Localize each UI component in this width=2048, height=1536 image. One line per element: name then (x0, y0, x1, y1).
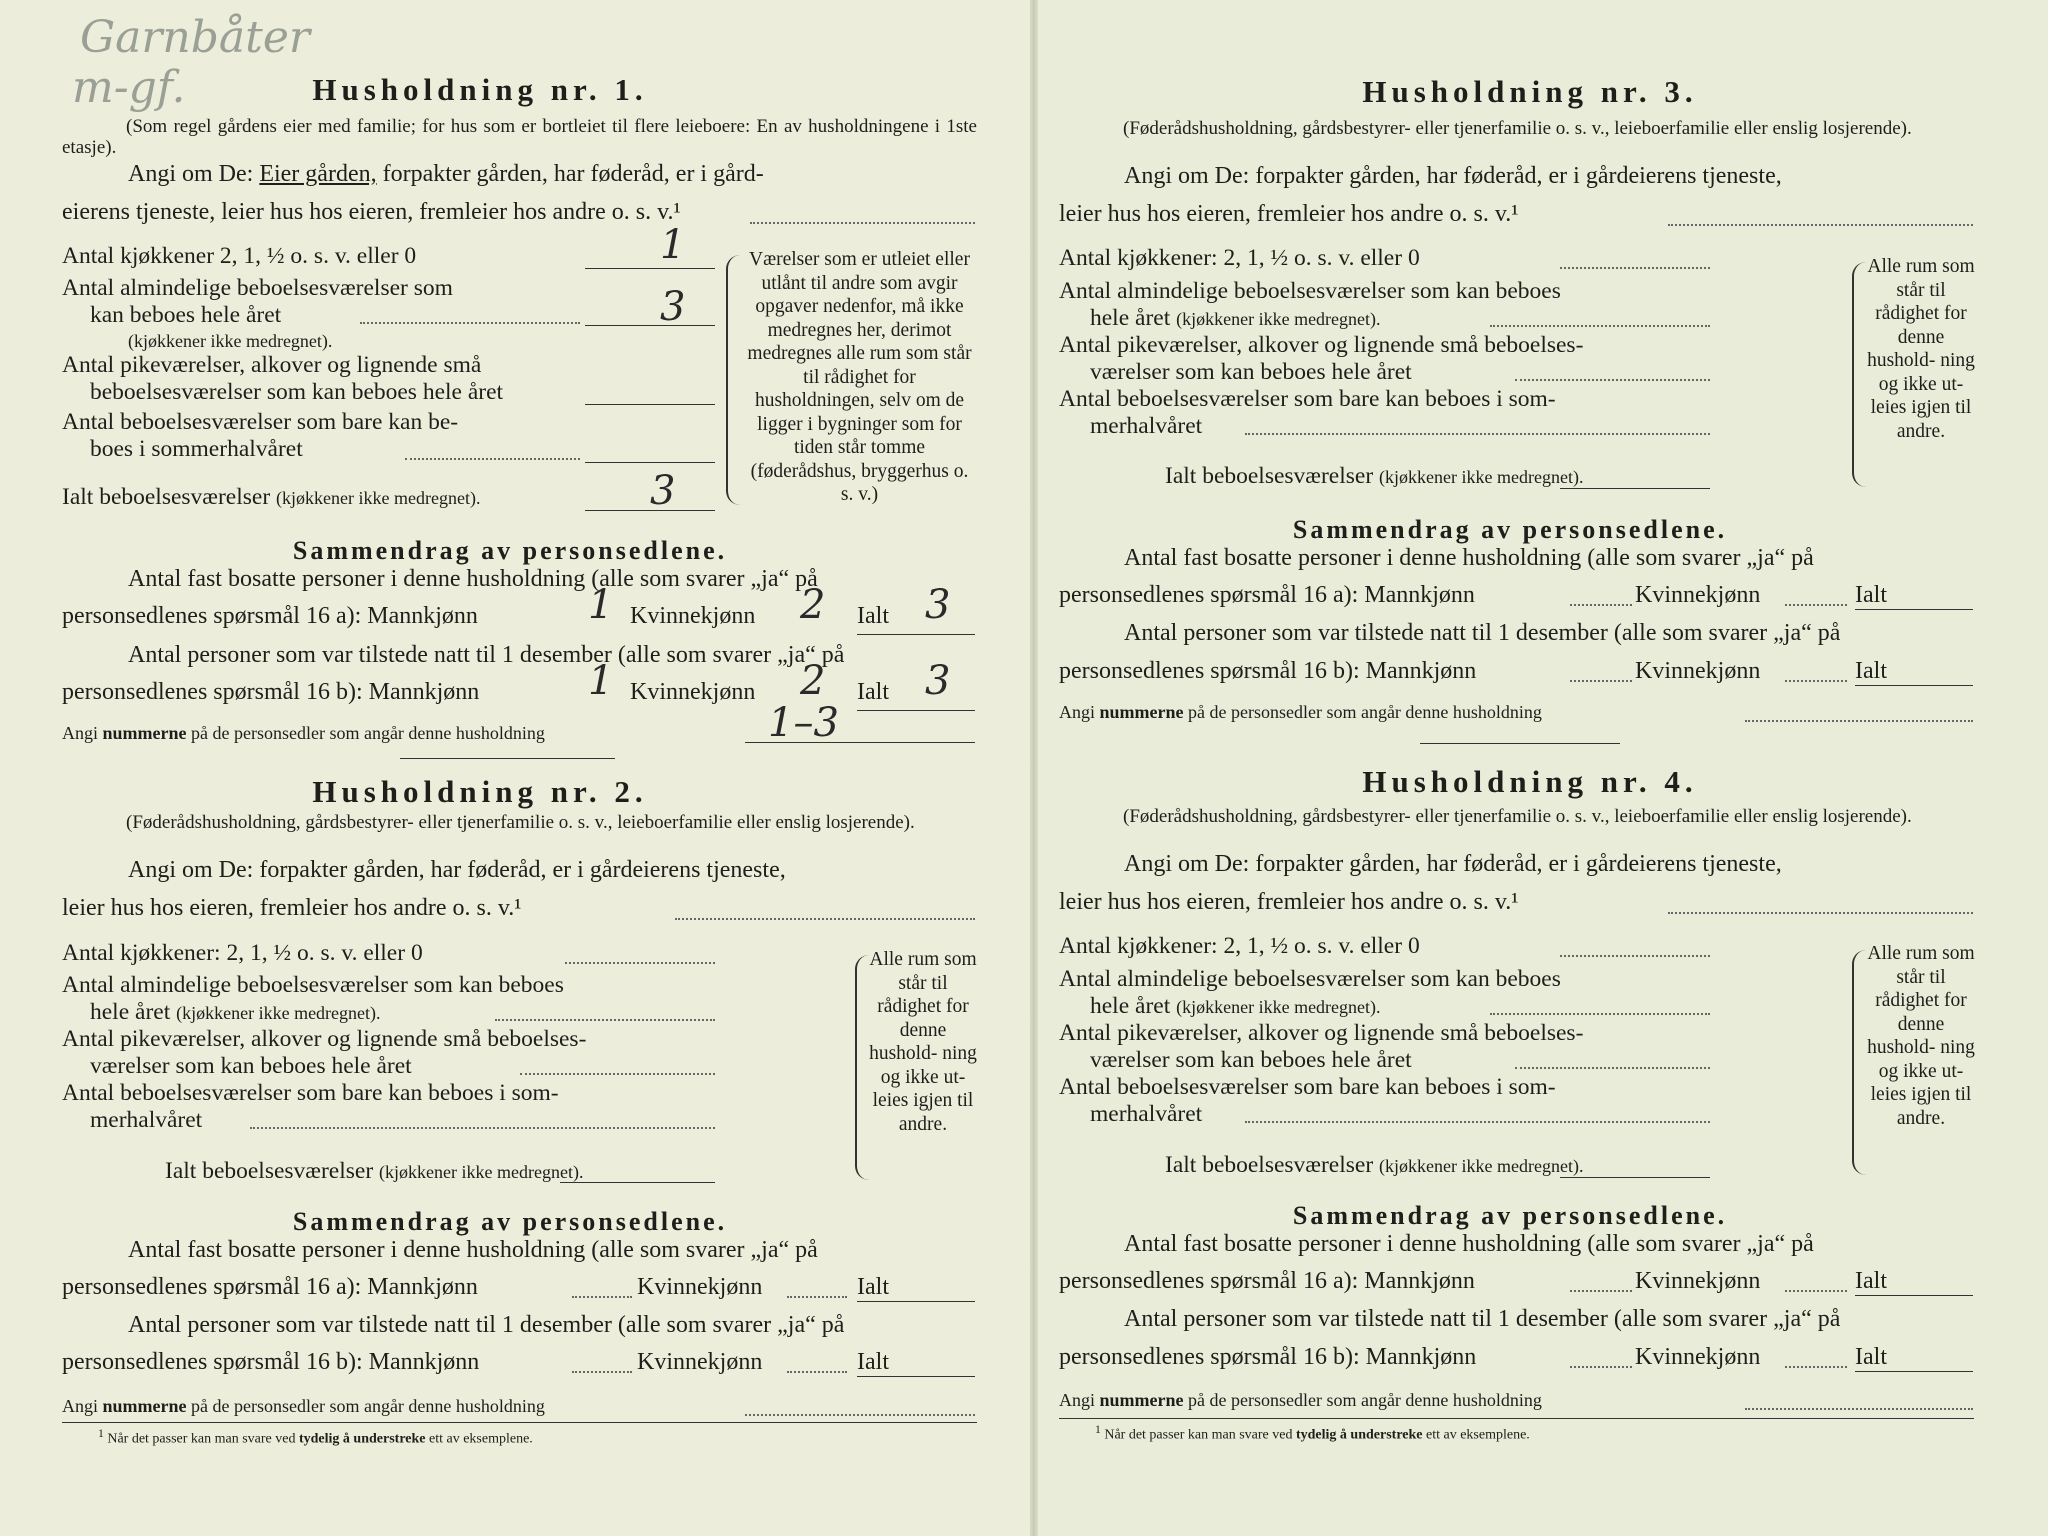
h3-fast-line1: Antal fast bosatte personer i denne husholdning (alle som svarer „ja“ på (1124, 545, 1814, 571)
h1-alm-3: (kjøkkener ikke medregnet). (128, 331, 333, 351)
h4-angi-nummerne: Angi nummerne på de personsedler som angår denne husholdning (1059, 1390, 1542, 1410)
h1-summary-title: Sammendrag av personsedlene. (292, 536, 728, 565)
h4-fast-line2: personsedlenes spørsmål 16 a): Mannkjønn (1059, 1268, 1475, 1294)
h1-fast-kvinne-value: 2 (800, 582, 826, 628)
h4-alm-1: Antal almindelige beboelsesværelser som kan beboes (1059, 966, 1561, 992)
h2-sommer-1: Antal beboelsesværelser som bare kan beboes i som- (62, 1080, 559, 1106)
household-3-title: Husholdning nr. 3. (1362, 74, 1698, 109)
h1-ialt-row: Ialt beboelsesværelser (kjøkkener ikke medregnet). (62, 484, 481, 510)
h1-fast-line1: Antal fast bosatte personer i denne husholdning (alle som svarer „ja“ på (128, 566, 818, 592)
household-2-intro: (Føderådshusholdning, gårdsbestyrer- eller tjenerfamilie o. s. v., leieboerfamilie eller enslig losjerende). (126, 812, 915, 833)
h4-angi-line2: leier hus hos eieren, fremleier hos andre o. s. v.¹ (1059, 889, 1519, 915)
household-2-title: Husholdning nr. 2. (312, 774, 648, 809)
h3-tilst-line2: personsedlenes spørsmål 16 b): Mannkjønn (1059, 658, 1477, 684)
h1-tilst-line1: Antal personer som var tilstede natt til 1 desember (alle som svarer „ja“ på (128, 642, 845, 668)
h2-angi-line2: leier hus hos eieren, fremleier hos andre o. s. v.¹ (62, 895, 522, 921)
h3-pike-2: værelser som kan beboes hele året (1090, 359, 1412, 385)
h3-alm-2: hele året (kjøkkener ikke medregnet). (1090, 305, 1381, 331)
h1-fast-ialt-value: 3 (925, 582, 951, 628)
page-fold (1030, 0, 1038, 1536)
h2-pike-1: Antal pikeværelser, alkover og lignende små beboelses- (62, 1026, 587, 1052)
h1-sommer-1: Antal beboelsesværelser som bare kan be- (62, 409, 459, 435)
h4-ialt-row: Ialt beboelsesværelser (kjøkkener ikke medregnet). (1165, 1152, 1584, 1178)
household-1-angi-line1: Angi om De: Eier gården, forpakter gården, har føderåd, er i gård- (128, 161, 764, 187)
h3-kjokkener: Antal kjøkkener: 2, 1, ½ o. s. v. eller 0 (1059, 245, 1420, 271)
h1-sommer-2: boes i sommerhalvåret (90, 436, 303, 462)
h1-tilst-ialt-value: 3 (925, 658, 951, 704)
h3-tilst-line1: Antal personer som var tilstede natt til 1 desember (alle som svarer „ja“ på (1124, 620, 1841, 646)
h2-alm-1: Antal almindelige beboelsesværelser som kan beboes (62, 972, 564, 998)
h3-ialt-row: Ialt beboelsesværelser (kjøkkener ikke medregnet). (1165, 463, 1584, 489)
h3-angi-line2: leier hus hos eieren, fremleier hos andre o. s. v.¹ (1059, 201, 1519, 227)
h4-tilst-line1: Antal personer som var tilstede natt til 1 desember (alle som svarer „ja“ på (1124, 1306, 1841, 1332)
household-1-angi-line2: eierens tjeneste, leier hus hos eieren, fremleier hos andre o. s. v.¹ (62, 199, 681, 225)
h2-sommer-2: merhalvåret (90, 1107, 203, 1133)
h1-pike-2: beboelsesværelser som kan beboes hele året (90, 379, 504, 405)
h4-alm-2: hele året (kjøkkener ikke medregnet). (1090, 993, 1381, 1019)
h4-tilst-line2: personsedlenes spørsmål 16 b): Mannkjønn (1059, 1344, 1477, 1370)
h3-summary-title: Sammendrag av personsedlene. (1292, 515, 1728, 544)
h1-fast-mann-value: 1 (588, 582, 614, 628)
household-1-title: Husholdning nr. 1. (312, 72, 648, 107)
margin-note-line2: m-gf. (72, 62, 186, 113)
h2-summary-title: Sammendrag av personsedlene. (292, 1207, 728, 1236)
h1-kjokkener-label: Antal kjøkkener 2, 1, ½ o. s. v. eller 0 (62, 243, 417, 269)
h4-sommer-2: merhalvåret (1090, 1101, 1203, 1127)
h3-angi-nummerne: Angi nummerne på de personsedler som angår denne husholdning (1059, 702, 1542, 722)
h1-side-note: Værelser som er utleiet eller utlånt til andre som avgir opgaver nedenfor, må ikke medregnes her, derimot medregnes alle rum som står til rådighet for husholdningen, selv om de ligger i bygninger som for tiden står tomme (føderådshus, bryggerhus o. s. v.) (747, 249, 972, 505)
h1-ialt-value: 3 (650, 468, 676, 514)
h4-pike-1: Antal pikeværelser, alkover og lignende små beboelses- (1059, 1020, 1584, 1046)
h3-angi-line1: Angi om De: forpakter gården, har føderåd, er i gårdeierens tjeneste, (1124, 163, 1782, 189)
h4-side-note: Alle rum som står til rådighet for denne hushold- ning og ikke ut- leies igjen til andre. (1867, 943, 1975, 1129)
household-4-title: Husholdning nr. 4. (1362, 764, 1698, 799)
h3-fast-line2: personsedlenes spørsmål 16 a): Mannkjønn (1059, 582, 1475, 608)
household-1-intro: (Som regel gårdens eier med familie; for hus som er bortleiet til flere leieboere: En av husholdningene i 1ste etasje). (62, 116, 977, 158)
h2-fast-line1: Antal fast bosatte personer i denne husholdning (alle som svarer „ja“ på (128, 1237, 818, 1263)
h2-angi-line1: Angi om De: forpakter gården, har føderåd, er i gårdeierens tjeneste, (128, 857, 786, 883)
h1-alm-value: 3 (660, 284, 686, 330)
h1-separator (400, 758, 615, 759)
h2-tilst-line1: Antal personer som var tilstede natt til 1 desember (alle som svarer „ja“ på (128, 1312, 845, 1338)
h1-nummer-value: 1–3 (768, 700, 839, 746)
margin-note-line1: Garnbåter (80, 12, 310, 63)
h3-alm-1: Antal almindelige beboelsesværelser som kan beboes (1059, 278, 1561, 304)
footnote-left: $^1$ Når det passer kan man svare ved tydelig å understreke ett av eksemplene. (98, 1427, 533, 1447)
h1-pike-1: Antal pikeværelser, alkover og lignende små (62, 352, 482, 378)
h1-tilst-line2: personsedlenes spørsmål 16 b): Mannkjønn (62, 679, 480, 705)
h4-pike-2: værelser som kan beboes hele året (1090, 1047, 1412, 1073)
h2-fast-line2: personsedlenes spørsmål 16 a): Mannkjønn (62, 1274, 478, 1300)
h1-angi-nummerne: Angi nummerne på de personsedler som angår denne husholdning (62, 723, 545, 743)
h3-separator (1420, 743, 1620, 744)
h4-sommer-1: Antal beboelsesværelser som bare kan beboes i som- (1059, 1074, 1556, 1100)
eier-garden-underlined: Eier gården, (259, 161, 377, 187)
h4-fast-line1: Antal fast bosatte personer i denne husholdning (alle som svarer „ja“ på (1124, 1231, 1814, 1257)
h2-tilst-line2: personsedlenes spørsmål 16 b): Mannkjønn (62, 1349, 480, 1375)
h1-tilst-kvinne-value: 2 (800, 658, 826, 704)
h1-alm-2: kan beboes hele året (90, 302, 282, 328)
h2-alm-2: hele året (kjøkkener ikke medregnet). (90, 999, 381, 1025)
h2-side-note: Alle rum som står til rådighet for denne hushold- ning og ikke ut- leies igjen til andre. (869, 949, 977, 1135)
h3-sommer-2: merhalvåret (1090, 413, 1203, 439)
h1-brace (726, 255, 742, 505)
household-3-intro: (Føderådshusholdning, gårdsbestyrer- eller tjenerfamilie o. s. v., leieboerfamilie eller enslig losjerende). (1123, 118, 1912, 139)
household-4-intro: (Føderådshusholdning, gårdsbestyrer- eller tjenerfamilie o. s. v., leieboerfamilie eller enslig losjerende). (1123, 806, 1912, 827)
h1-fast-line2: personsedlenes spørsmål 16 a): Mannkjønn (62, 603, 478, 629)
h4-angi-line1: Angi om De: forpakter gården, har føderåd, er i gårdeierens tjeneste, (1124, 851, 1782, 877)
footnote-right: $^1$ Når det passer kan man svare ved tydelig å understreke ett av eksemplene. (1095, 1423, 1530, 1443)
h3-pike-1: Antal pikeværelser, alkover og lignende små beboelses- (1059, 332, 1584, 358)
h4-summary-title: Sammendrag av personsedlene. (1292, 1201, 1728, 1230)
h2-angi-nummerne: Angi nummerne på de personsedler som angår denne husholdning (62, 1396, 545, 1416)
h3-sommer-1: Antal beboelsesværelser som bare kan beboes i som- (1059, 386, 1556, 412)
h2-kjokkener: Antal kjøkkener: 2, 1, ½ o. s. v. eller 0 (62, 940, 423, 966)
h2-pike-2: værelser som kan beboes hele året (90, 1053, 412, 1079)
h2-ialt-row: Ialt beboelsesværelser (kjøkkener ikke medregnet). (165, 1158, 584, 1184)
h3-side-note: Alle rum som står til rådighet for denne hushold- ning og ikke ut- leies igjen til andre. (1867, 256, 1975, 442)
h1-kjokkener-value: 1 (660, 222, 686, 268)
h1-tilst-mann-value: 1 (588, 658, 614, 704)
h1-alm-1: Antal almindelige beboelsesværelser som (62, 275, 453, 301)
h4-kjokkener: Antal kjøkkener: 2, 1, ½ o. s. v. eller 0 (1059, 933, 1420, 959)
